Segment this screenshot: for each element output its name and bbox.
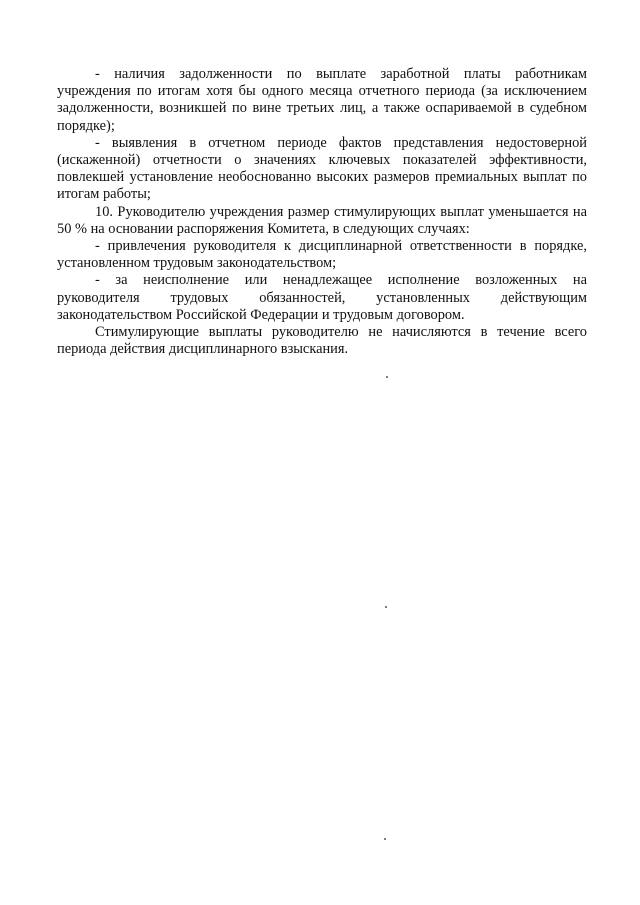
document-body [57, 66, 587, 358]
scan-speck [384, 838, 386, 840]
paragraph-debt: - наличия задолженности по выплате заработной платы работникам учреждения по итогам хотя бы одного месяца отчетного периода (за исключением задолженности, возникшей по вине третьих лиц, а также оспариваемой в судебном порядке); [57, 66, 587, 134]
scan-speck [385, 606, 387, 608]
scan-speck [386, 376, 388, 378]
paragraph-no-payment: Стимулирующие выплаты руководителю не начисляются в течение всего периода действия дисциплинарного взыскания. [57, 324, 587, 358]
paragraph-disciplinary: - привлечения руководителя к дисциплинарной ответственности в порядке, установленном трудовым законодательством; [57, 238, 587, 272]
paragraph-duties: - за неисполнение или ненадлежащее исполнение возложенных на руководителя трудовых обязанностей, установленных действующим законодательством Российской Федерации и трудовым договором. [57, 272, 587, 323]
paragraph-clause-10: 10. Руководителю учреждения размер стимулирующих выплат уменьшается на 50 % на основании распоряжения Комитета, в следующих случаях: [57, 203, 587, 237]
paragraph-false-reporting: - выявления в отчетном периоде фактов представления недостоверной (искаженной) отчетности о значениях ключевых показателей эффективности, повлекшей установление необоснованно высоких размеров премиальных выплат по итогам работы; [57, 134, 587, 203]
